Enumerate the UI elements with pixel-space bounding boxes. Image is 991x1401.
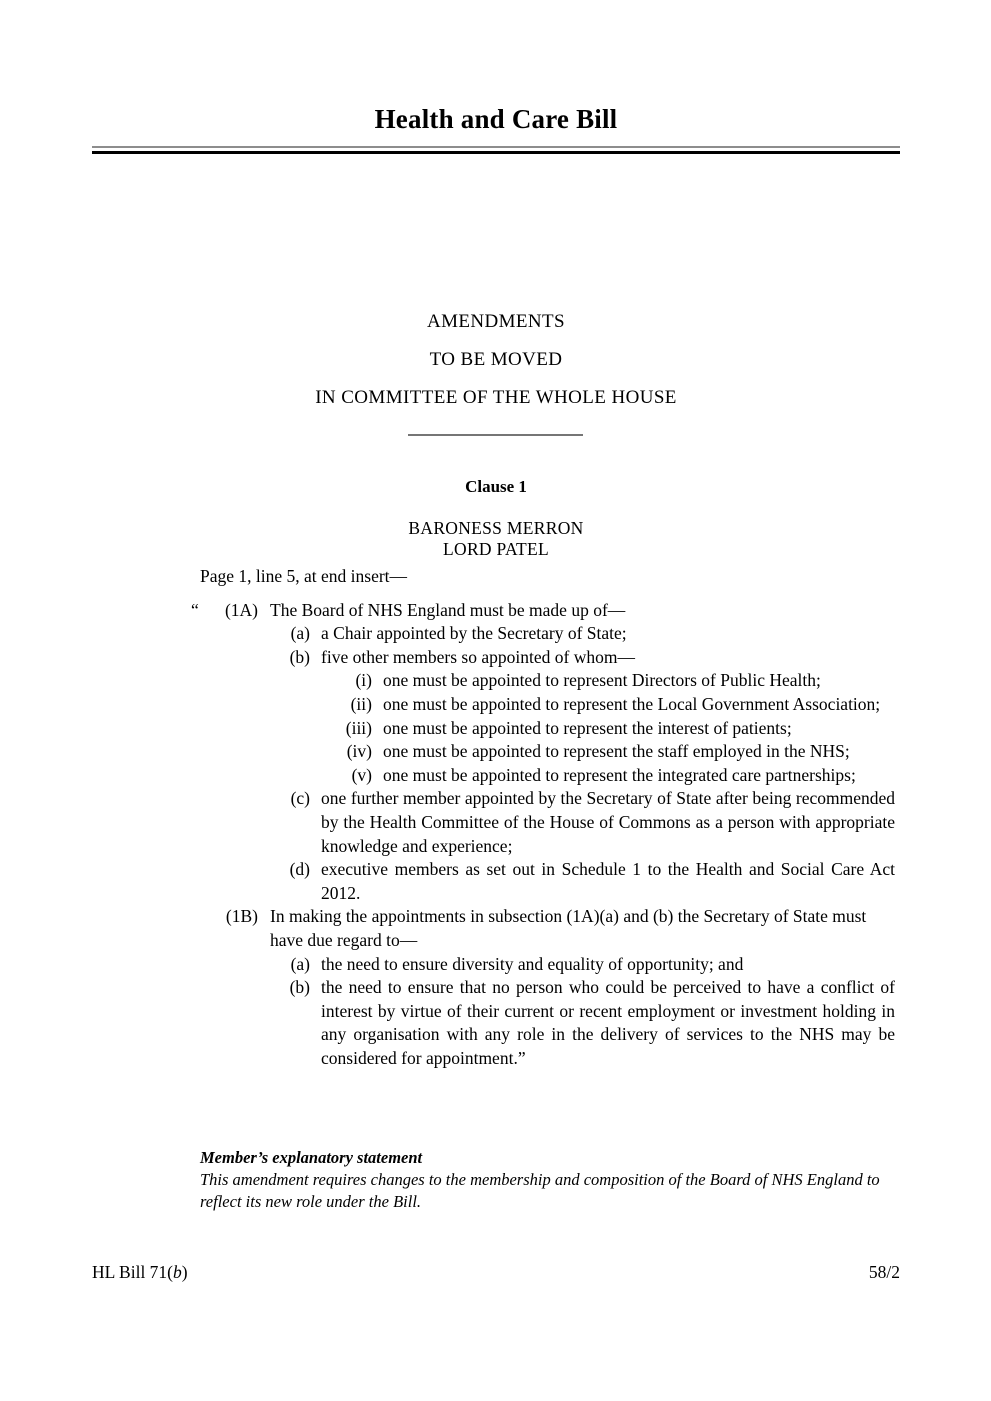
item-1a-b-iii-text: one must be appointed to represent the interest of patients; xyxy=(383,717,792,738)
open-quote: “ xyxy=(191,599,199,620)
amendment-body xyxy=(191,565,895,1070)
item-1b-b xyxy=(200,976,895,1070)
subsection-1b xyxy=(200,905,895,952)
item-1a-b-v xyxy=(200,764,895,788)
heading-line-2: TO BE MOVED xyxy=(429,349,563,370)
explanatory-body: This amendment requires changes to the membership and composition of the Board of NHS England to reflect its new role under the Bill. xyxy=(200,1170,880,1211)
item-1a-d xyxy=(200,858,895,905)
sponsor-list xyxy=(92,518,900,560)
item-1a-b-v-text: one must be appointed to represent the integrated care partnerships; xyxy=(383,764,856,785)
heading-line-3: IN COMMITTEE OF THE WHOLE HOUSE xyxy=(315,387,677,408)
sponsor-name: BARONESS MERRON xyxy=(408,518,584,538)
heading-line-1: AMENDMENTS xyxy=(426,311,566,332)
item-1a-b-i-marker: (i) xyxy=(355,670,372,691)
item-1a-b-i-text: one must be appointed to represent Directors of Public Health; xyxy=(383,670,821,691)
item-1a-b xyxy=(200,646,895,670)
title-rule-thin xyxy=(92,146,900,148)
item-1a-a-marker: (a) xyxy=(290,623,310,644)
item-1b-b-text: the need to ensure that no person who could be perceived to have a conflict of interest by virtue of their current or recent employment or investment holding in any organisation with any role in the delivery of services to the NHS may be considered for appointment.” xyxy=(321,977,895,1068)
bill-reference-suffix: ) xyxy=(181,1262,188,1282)
bill-reference-prefix: HL Bill 71( xyxy=(92,1262,174,1282)
item-1a-b-iv-marker: (iv) xyxy=(346,741,372,762)
page-footer xyxy=(92,1262,900,1283)
lead-line: Page 1, line 5, at end insert— xyxy=(200,566,408,586)
subsection-1b-marker: (1B) xyxy=(225,906,258,927)
item-1a-b-v-marker: (v) xyxy=(351,764,372,785)
title-rule-thick xyxy=(92,151,900,154)
item-1a-b-iv xyxy=(200,740,895,764)
bill-reference xyxy=(92,1262,188,1283)
bill-reference-letter: b xyxy=(173,1262,182,1282)
item-1b-b-marker: (b) xyxy=(289,977,310,998)
clause-heading: Clause 1 xyxy=(465,477,527,496)
item-1a-b-iii xyxy=(200,717,895,741)
item-1a-b-i xyxy=(200,669,895,693)
item-1a-d-text: executive members as set out in Schedule 1 to the Health and Social Care Act 2012. xyxy=(321,859,895,903)
item-1a-b-iii-marker: (iii) xyxy=(345,717,372,738)
subsection-1a-marker: “ (1A) xyxy=(200,599,270,623)
item-1a-b-text: five other members so appointed of whom— xyxy=(321,646,635,667)
item-1b-a-marker: (a) xyxy=(290,953,310,974)
explanatory-statement xyxy=(200,1147,895,1213)
page-number: 58/2 xyxy=(868,1262,900,1282)
item-1a-b-ii xyxy=(200,693,895,717)
item-1a-c-text: one further member appointed by the Secretary of State after being recommended by the Health Committee of the House of Commons as a person with appropriate knowledge and experience; xyxy=(321,788,895,856)
explanatory-heading: Member’s explanatory statement xyxy=(200,1148,423,1167)
item-1a-b-ii-text: one must be appointed to represent the Local Government Association; xyxy=(383,693,881,714)
section-divider xyxy=(408,434,583,436)
item-1a-a xyxy=(200,622,895,646)
item-1b-a-text: the need to ensure diversity and equality of opportunity; and xyxy=(321,953,744,974)
item-1a-b-marker: (b) xyxy=(289,646,310,667)
sponsor-name: LORD PATEL xyxy=(443,539,549,559)
subsection-1b-text: In making the appointments in subsection (1A)(a) and (b) the Secretary of State must have due regard to— xyxy=(270,906,867,950)
item-1a-b-ii-marker: (ii) xyxy=(350,693,372,714)
page-title: Health and Care Bill xyxy=(374,104,618,134)
item-1a-b-iv-text: one must be appointed to represent the staff employed in the NHS; xyxy=(383,741,850,762)
item-1a-a-text: a Chair appointed by the Secretary of State; xyxy=(321,623,627,644)
item-1a-c-marker: (c) xyxy=(290,788,310,809)
amendment-headings xyxy=(92,303,900,417)
item-1a-c xyxy=(200,787,895,858)
subsection-1a-text: The Board of NHS England must be made up of— xyxy=(270,599,626,620)
item-1b-a xyxy=(200,953,895,977)
item-1a-d-marker: (d) xyxy=(289,859,310,880)
subsection-1a xyxy=(191,599,895,623)
